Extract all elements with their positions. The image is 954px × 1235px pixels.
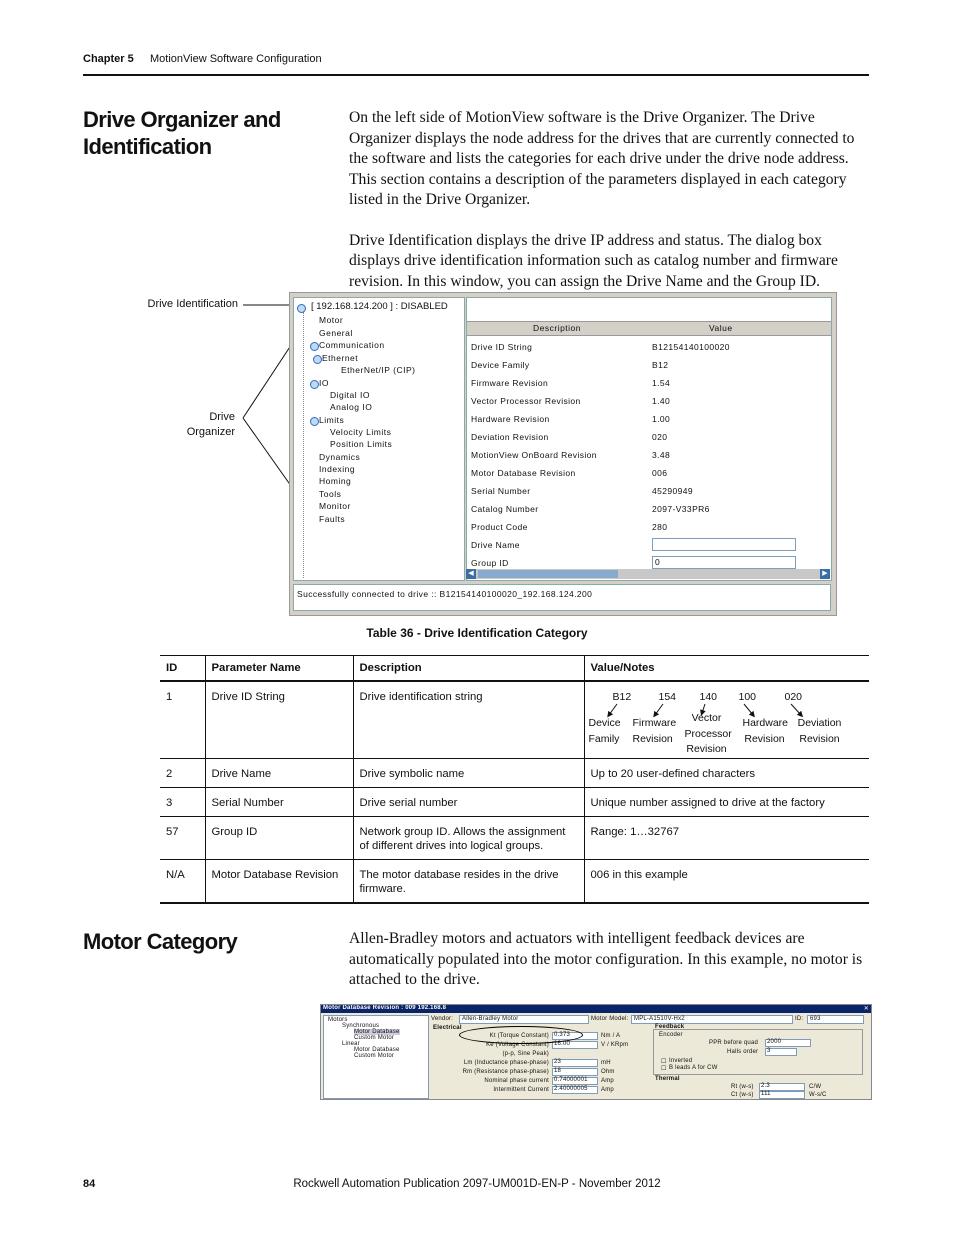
status-text: Successfully connected to drive :: B12154140100020_192.168.124.200 <box>297 589 593 599</box>
tree-item[interactable]: IO <box>319 378 329 388</box>
cell-description: Drive identification string <box>353 681 584 759</box>
electrical-field-input[interactable] <box>552 1086 598 1094</box>
id-part-label <box>743 716 787 747</box>
electrical-field-value: 2.40000005 <box>554 1086 588 1092</box>
grid-description: Vector Processor Revision <box>471 396 581 406</box>
tree-root-node[interactable]: [ 192.168.124.200 ] : DISABLED <box>311 301 448 312</box>
grid-value: 45290949 <box>652 486 694 496</box>
cell-description: The motor database resides in the drive firmware. <box>353 860 584 904</box>
encoder-field-label: PPR before quad <box>709 1040 759 1046</box>
thermal-field-label: Rt (w-s) <box>731 1084 754 1090</box>
tree-item[interactable]: General <box>319 328 353 338</box>
grid-description: Drive ID String <box>471 342 533 352</box>
tree-item[interactable]: Limits <box>319 415 345 425</box>
id-part-code: 154 <box>658 691 677 703</box>
grid-row <box>471 468 826 482</box>
encoder-field[interactable] <box>765 1039 811 1047</box>
model-select[interactable] <box>631 1015 793 1024</box>
label-line: Revision <box>632 732 673 745</box>
id-part-label <box>684 711 732 758</box>
table-header-row <box>160 656 869 682</box>
tree-item[interactable]: Motors <box>328 1017 348 1023</box>
label-line: Firmware <box>632 717 677 729</box>
electrical-field-value: 23 <box>554 1059 562 1065</box>
grid-header-description: Description <box>533 323 582 333</box>
section2-body <box>349 929 869 991</box>
cell-id: N/A <box>160 860 205 904</box>
electrical-field-label: Nominal phase current <box>484 1078 549 1084</box>
cell-parameter-name: Drive Name <box>205 759 353 788</box>
grid-description: Drive Name <box>471 540 520 550</box>
grid-row <box>471 360 826 374</box>
tree-item[interactable]: Analog IO <box>330 402 373 412</box>
chapter-label: Chapter 5 <box>83 53 134 65</box>
electrical-field-input[interactable] <box>552 1059 598 1067</box>
heading-line: Drive Organizer and <box>83 107 281 132</box>
tree-item[interactable]: Custom Motor <box>354 1053 395 1059</box>
paragraph: Allen-Bradley motors and actuators with intelligent feedback devices are automatically populated into the motor configuration. In this example, no motor is attached to the drive. <box>349 930 863 988</box>
group-id-input[interactable] <box>652 556 796 569</box>
grid-description: Firmware Revision <box>471 378 549 388</box>
tree-item[interactable]: Velocity Limits <box>330 427 392 437</box>
cell-parameter-name: Serial Number <box>205 788 353 817</box>
cell-description: Network group ID. Allows the assignment of different drives into logical groups. <box>353 817 584 860</box>
cell-value-notes: Unique number assigned to drive at the factory <box>584 788 869 817</box>
checkbox-icon[interactable]: ☐ <box>661 1059 667 1065</box>
grid-description: MotionView OnBoard Revision <box>471 450 597 460</box>
electrical-field-unit: mH <box>601 1060 611 1066</box>
table-row <box>160 759 869 788</box>
cell-id: 1 <box>160 681 205 759</box>
drive-identification-table <box>160 655 869 904</box>
paragraph: On the left side of MotionView software is the Drive Organizer. The Drive Organizer displays the node address for the drives that are currently connected to the software and lists the categories for each drive under the drive node address. This section contains a description of the parameters displayed in each category listed in the Drive Organizer. <box>349 109 855 208</box>
grid-header <box>467 321 831 336</box>
grid-value: B12 <box>652 360 669 370</box>
checkbox-icon[interactable]: ☐ <box>661 1066 667 1072</box>
encoder-field-label: Halls order <box>727 1049 759 1055</box>
id-part-code: 020 <box>784 691 803 703</box>
electrical-field-label: Intermittent Current <box>493 1087 549 1093</box>
table-row <box>160 860 869 904</box>
grid-row <box>471 432 826 446</box>
tree-item[interactable]: EtherNet/IP (CIP) <box>341 365 416 375</box>
grid-description: Deviation Revision <box>471 432 549 442</box>
tree-item[interactable]: Homing <box>319 476 352 486</box>
grid-value: 1.54 <box>652 378 671 388</box>
grid-value: 1.40 <box>652 396 671 406</box>
tree-item[interactable]: Motor Database <box>354 1047 400 1053</box>
col-header-id: ID <box>160 656 205 682</box>
grid-value: 006 <box>652 468 668 478</box>
tree-item[interactable]: Ethernet <box>322 353 359 363</box>
electrical-field-value: 0.74000001 <box>554 1077 588 1083</box>
electrical-field-label: (p-p, Sine Peak) <box>502 1051 549 1057</box>
grid-row <box>471 378 826 392</box>
cell-id: 57 <box>160 817 205 860</box>
grid-description: Serial Number <box>471 486 531 496</box>
cell-parameter-name: Drive ID String <box>205 681 353 759</box>
thermal-group-label: Thermal <box>655 1076 680 1082</box>
grid-row <box>471 450 826 464</box>
heading-line: Identification <box>83 134 212 159</box>
electrical-field-unit: Nm / A <box>601 1033 621 1039</box>
tree-item[interactable]: Communication <box>319 340 385 350</box>
thermal-field-unit: C/W <box>809 1084 822 1090</box>
paragraph: Drive Identification displays the drive IP address and status. The dialog box displays drive identification information such as catalog number and firmware revision. In this window, you can assign the Drive Name and the Group ID. <box>349 231 838 290</box>
callout-drive-identification: Drive Identification <box>147 298 238 310</box>
drive-organizer-tree <box>293 297 465 581</box>
grid-description: Hardware Revision <box>471 414 550 424</box>
grid-description: Group ID <box>471 558 509 568</box>
electrical-field-unit: V / KRpm <box>601 1042 629 1048</box>
thermal-field[interactable] <box>759 1083 805 1091</box>
electrical-field-value: 16.00 <box>554 1041 571 1047</box>
electrical-field-value: 0.373 <box>554 1032 571 1038</box>
id-part-code: 140 <box>699 691 718 703</box>
cell-description: Drive serial number <box>353 788 584 817</box>
highlight-ellipse <box>459 1026 583 1044</box>
electrical-field-unit: Amp <box>601 1087 614 1093</box>
checkbox-label: Inverted <box>669 1058 693 1064</box>
tree-guide-line <box>303 312 304 578</box>
grid-description: Product Code <box>471 522 528 532</box>
label-line: Revision <box>744 732 785 745</box>
encoder-field-value: 3 <box>767 1048 771 1054</box>
cell-id: 2 <box>160 759 205 788</box>
electrical-field-input[interactable] <box>552 1041 598 1049</box>
id-field[interactable] <box>807 1015 864 1024</box>
label-line: Family <box>588 732 620 745</box>
vendor-select[interactable] <box>459 1015 589 1024</box>
id-label: ID: <box>795 1016 804 1022</box>
electrical-field-value: 18 <box>554 1068 562 1074</box>
id-part-label <box>797 716 843 747</box>
cell-value-notes <box>584 681 869 759</box>
encoder-field-value: 2000 <box>767 1039 782 1045</box>
thermal-field-value: 2.3 <box>761 1083 770 1089</box>
label-line: Deviation <box>797 717 842 729</box>
grid-value: 280 <box>652 522 668 532</box>
cell-value-notes: 006 in this example <box>584 860 869 904</box>
id-value: 693 <box>810 1016 821 1022</box>
table-row <box>160 681 869 759</box>
col-header-parameter-name: Parameter Name <box>205 656 353 682</box>
vendor-label: Vendor: <box>431 1016 454 1022</box>
tree-item[interactable]: Linear <box>342 1041 360 1047</box>
thermal-field-label: Ct (w-s) <box>731 1092 754 1098</box>
tree-item[interactable]: Motor Database <box>354 1029 400 1035</box>
motor-tree <box>323 1015 429 1099</box>
scroll-left-icon[interactable]: ◀ <box>466 569 476 579</box>
table-row <box>160 817 869 860</box>
grid-value: B12154140100020 <box>652 342 730 352</box>
col-header-value-notes: Value/Notes <box>584 656 869 682</box>
grid-row <box>471 540 826 554</box>
node-expand-icon[interactable] <box>310 380 319 389</box>
drive-name-input[interactable] <box>652 538 796 551</box>
node-expand-icon[interactable] <box>310 342 319 351</box>
label-line: Vector <box>691 712 722 724</box>
electrical-field-label: Kt (Torque Constant) <box>489 1033 549 1039</box>
feedback-group-label: Feedback <box>655 1024 685 1030</box>
electrical-field-unit: Ohm <box>601 1069 615 1075</box>
label-line: Hardware <box>742 717 789 729</box>
cell-description: Drive symbolic name <box>353 759 584 788</box>
cell-parameter-name: Motor Database Revision <box>205 860 353 904</box>
cell-value-notes: Up to 20 user-defined characters <box>584 759 869 788</box>
electrical-field-label: Rm (Resistance phase-phase) <box>462 1069 549 1075</box>
scroll-right-icon[interactable]: ▶ <box>820 569 830 579</box>
label-line: Device <box>588 717 621 729</box>
electrical-field-label: Ke (Voltage Constant) <box>486 1042 549 1048</box>
tree-item[interactable]: Digital IO <box>330 390 370 400</box>
publication-footer: Rockwell Automation Publication 2097-UM001D-EN-P - November 2012 <box>293 1178 661 1190</box>
node-expand-icon[interactable] <box>313 355 322 364</box>
horizontal-scrollbar[interactable] <box>466 569 830 579</box>
cell-parameter-name: Group ID <box>205 817 353 860</box>
label-line: Revision <box>686 743 727 755</box>
grid-row <box>471 486 826 500</box>
identification-grid <box>466 297 832 581</box>
label-line: Processor <box>684 727 732 740</box>
motor-category-screenshot <box>320 1004 872 1100</box>
tree-item[interactable]: Custom Motor <box>354 1035 395 1041</box>
grid-row <box>471 342 826 356</box>
callout-line: Organizer <box>186 426 235 438</box>
col-header-description: Description <box>353 656 584 682</box>
electrical-field-input[interactable] <box>552 1068 598 1076</box>
grid-value: 3.48 <box>652 450 671 460</box>
id-part-code: 100 <box>738 691 757 703</box>
section-heading-motor-category: Motor Category <box>83 929 238 954</box>
model-value: MPL-A1510V-Hx2 <box>634 1016 685 1022</box>
scroll-thumb[interactable] <box>478 570 618 578</box>
grid-row <box>471 522 826 536</box>
electrical-field-input[interactable] <box>552 1077 598 1085</box>
table-caption: Table 36 - Drive Identification Category <box>366 626 588 640</box>
thermal-field-unit: W-s/C <box>809 1092 827 1098</box>
callout-line: Drive <box>209 411 235 423</box>
tree-item[interactable]: Synchronous <box>342 1023 380 1029</box>
tree-item[interactable]: Dynamics <box>319 452 361 462</box>
grid-description: Device Family <box>471 360 530 370</box>
node-expand-icon[interactable] <box>310 417 319 426</box>
grid-row <box>471 504 826 518</box>
tree-item[interactable]: Position Limits <box>330 439 393 449</box>
grid-description: Motor Database Revision <box>471 468 576 478</box>
chapter-title: MotionView Software Configuration <box>150 53 322 65</box>
table-row <box>160 788 869 817</box>
checkbox-label: B leads A for CW <box>669 1065 718 1071</box>
model-label: Motor Model: <box>591 1016 629 1022</box>
id-part-code: B12 <box>612 691 632 703</box>
thermal-field-value: 111 <box>761 1091 771 1097</box>
label-line: Revision <box>799 732 840 745</box>
drive-identification-screenshot <box>289 292 837 616</box>
thermal-field[interactable] <box>759 1091 805 1099</box>
tree-item[interactable]: Tools <box>319 489 342 499</box>
id-part-label <box>632 716 677 747</box>
id-string-diagram <box>589 682 866 758</box>
cell-id: 3 <box>160 788 205 817</box>
grid-value: 1.00 <box>652 414 671 424</box>
node-expand-icon[interactable] <box>297 304 306 313</box>
tree-item[interactable]: Faults <box>319 514 346 524</box>
electrical-field-unit: Amp <box>601 1078 614 1084</box>
page-number: 84 <box>83 1178 96 1190</box>
tree-item[interactable]: Motor <box>319 315 344 325</box>
grid-value: 0 <box>655 557 661 567</box>
electrical-field-label: Lm (Inductance phase-phase) <box>463 1060 549 1066</box>
grid-value: 020 <box>652 432 668 442</box>
id-part-label <box>588 716 621 747</box>
cell-value-notes: Range: 1…32767 <box>584 817 869 860</box>
grid-row <box>471 414 826 428</box>
tree-item[interactable]: Indexing <box>319 464 356 474</box>
grid-description: Catalog Number <box>471 504 539 514</box>
grid-header-value: Value <box>709 323 733 333</box>
tree-item[interactable]: Monitor <box>319 501 351 511</box>
window-title: Motor Database Revision : 009 192.168.8 <box>323 1005 447 1011</box>
encoder-field[interactable] <box>765 1048 797 1056</box>
status-bar <box>293 584 831 611</box>
electrical-group-label: Electrical <box>433 1025 462 1031</box>
vendor-value: Allen-Bradley Motor <box>462 1016 519 1022</box>
grid-row <box>471 396 826 410</box>
close-icon[interactable]: ✕ <box>863 1006 869 1012</box>
encoder-group-label: Encoder <box>659 1032 683 1038</box>
grid-value: 2097-V33PR6 <box>652 504 710 514</box>
title-bar <box>321 1005 871 1013</box>
